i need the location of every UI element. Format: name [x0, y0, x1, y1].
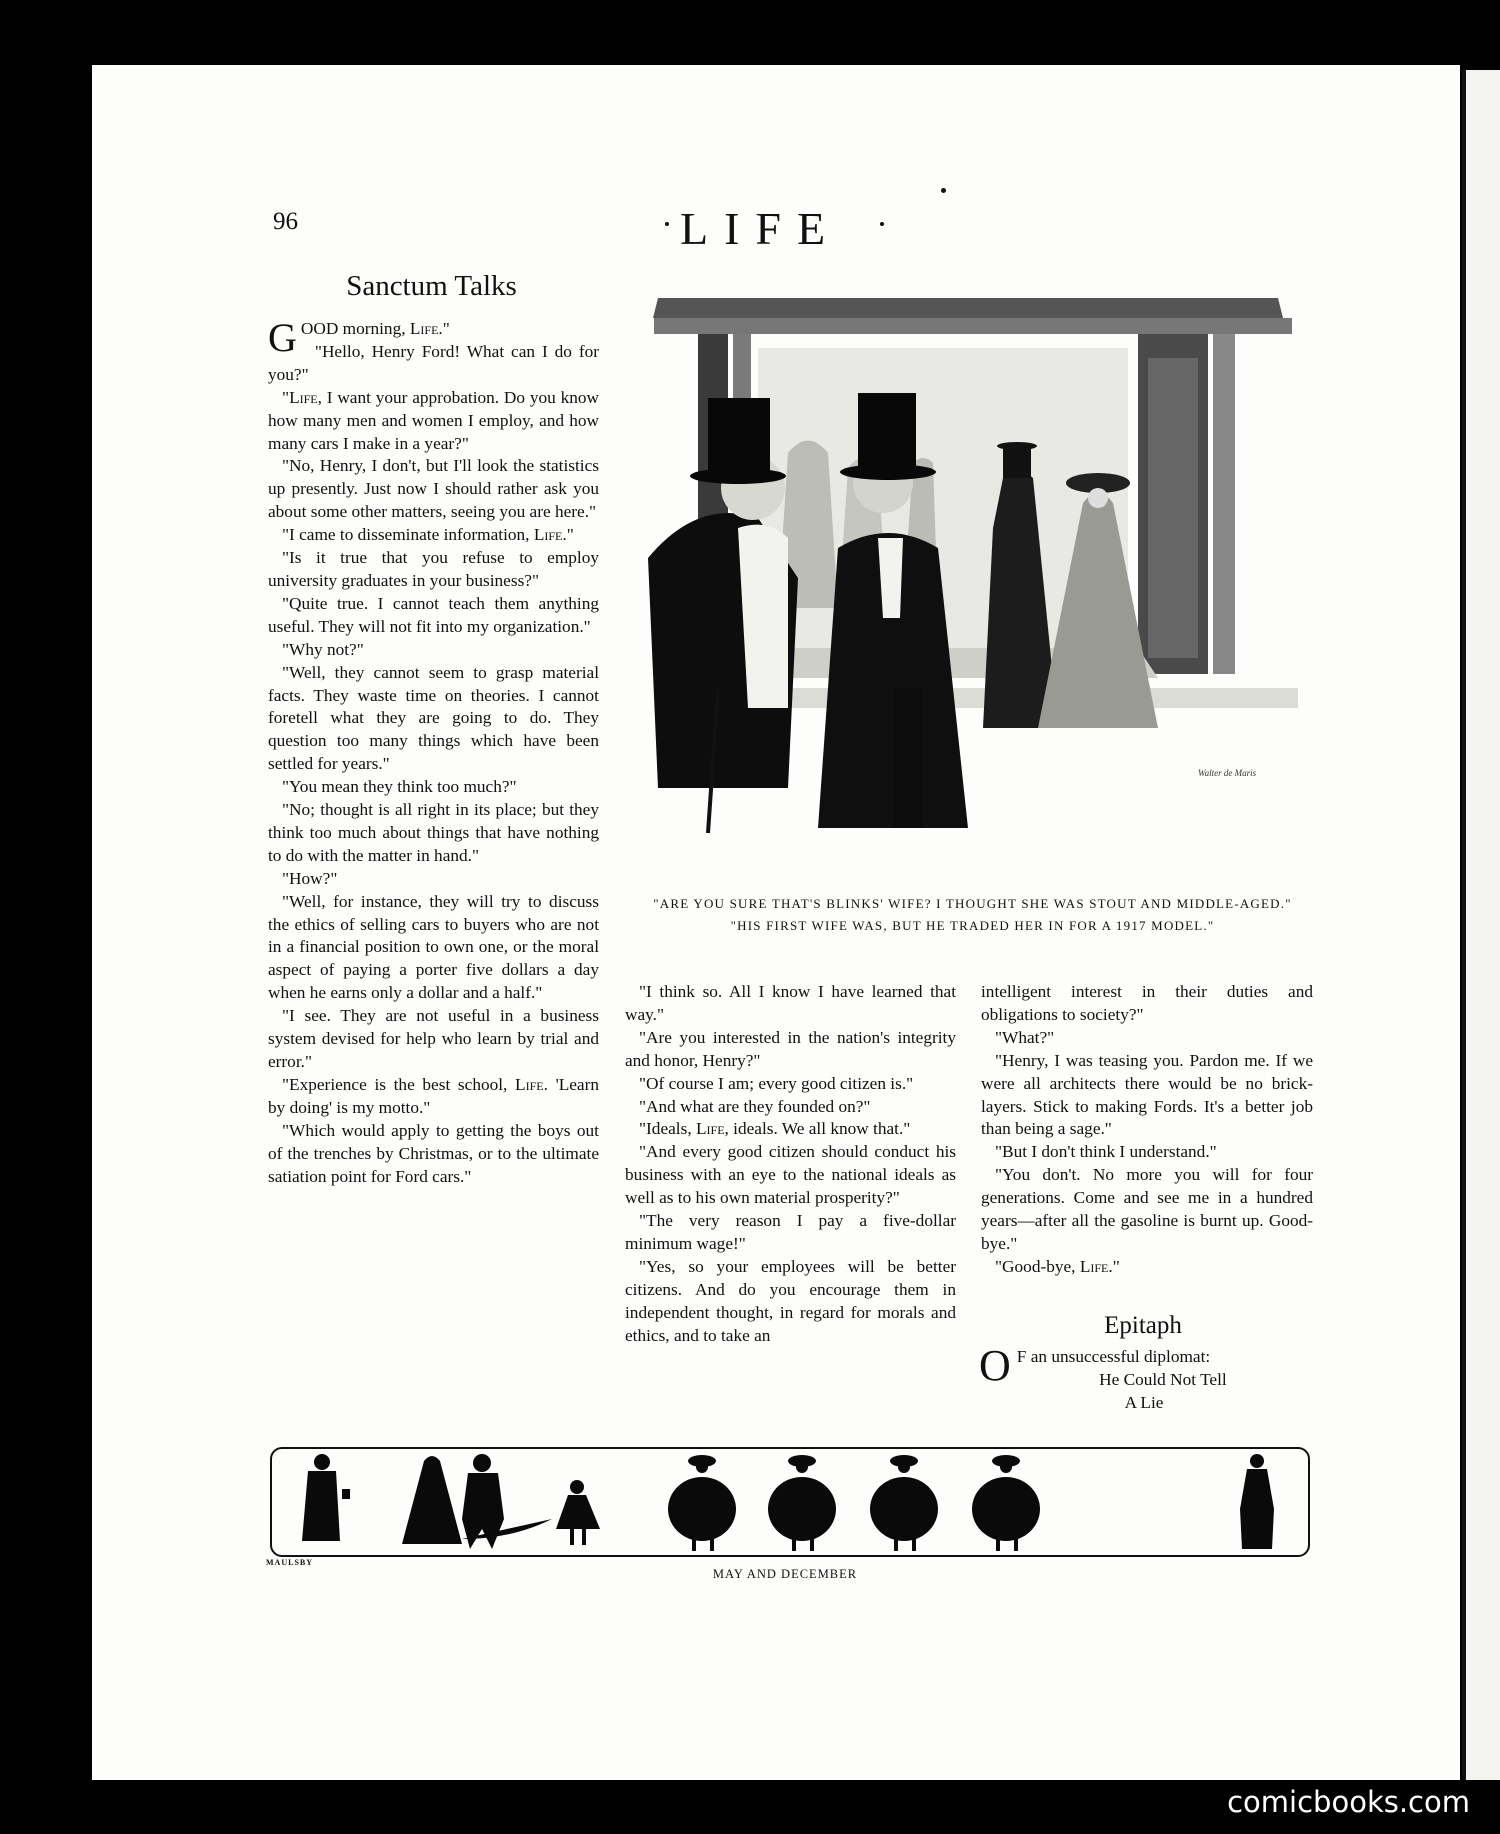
bridesmaid-3 — [870, 1455, 938, 1551]
article-paragraph: "And every good citizen should conduct his business with an eye to the national ideals as well as to his own material prosperity?" — [625, 1142, 956, 1208]
article-paragraph: "No, Henry, I don't, but I'll look the statistics up presently. Just now I should rather ask you about some other matters, seeing you are here." — [268, 456, 599, 522]
paragraph-text: ." — [438, 319, 450, 338]
watermark: comicbooks.com — [1227, 1785, 1470, 1819]
paragraph-text: ." — [1108, 1256, 1120, 1276]
life-smallcaps: Life — [533, 525, 563, 545]
paragraph-text: OOD morning, — [300, 319, 410, 338]
paragraph-text: " — [282, 387, 290, 407]
silhouette-drawing — [272, 1449, 1308, 1555]
article-paragraph: "Quite true. I cannot teach them anything useful. They will not fit into my organization." — [268, 593, 599, 636]
article-paragraph: "But I don't think I understand." — [995, 1142, 1217, 1162]
article-paragraph: "How?" — [282, 868, 338, 888]
paragraph-text: ." — [562, 525, 574, 545]
cartoon-caption — [640, 893, 1305, 937]
life-smallcaps: Life — [695, 1119, 725, 1139]
page-number: 96 — [273, 208, 298, 235]
caption-line-2: "HIS FIRST WIFE WAS, BUT HE TRADED HER IN FOR A 1917 MODEL." — [730, 918, 1215, 933]
article-paragraph: "Are you interested in the nation's integrity and honor, Henry?" — [625, 1027, 956, 1070]
facing-page-edge — [1466, 70, 1500, 1780]
article-paragraph: "The very reason I pay a five-dollar minimum wage!" — [625, 1211, 956, 1253]
silhouette-artist: MAULSBY — [266, 1558, 314, 1567]
article-paragraph — [981, 1256, 1313, 1279]
article-paragraph — [981, 981, 1313, 1027]
article-paragraph: "What?" — [995, 1027, 1055, 1047]
silhouette-strip — [270, 1447, 1310, 1557]
paragraph-text: , I want your approbation. Do you know how many men and women I employ, and how many cars I make in a year?" — [268, 387, 599, 453]
paragraph-text: , ideals. We all know that." — [724, 1119, 911, 1139]
cartoon-drawing — [638, 288, 1307, 858]
article-column-1 — [268, 315, 599, 1188]
drop-cap: G — [268, 315, 297, 360]
masthead: LIFE — [680, 203, 842, 254]
article-paragraph — [268, 315, 599, 360]
silhouette-caption: MAY AND DECEMBER — [712, 1567, 858, 1581]
masthead-dot-right — [880, 222, 884, 226]
paragraph-text: intelligent interest in their duties and obligations to society?" — [981, 982, 1313, 1024]
article-paragraph: "Is it true that you refuse to employ university graduates in your business?" — [268, 548, 599, 590]
epitaph-title: Epitaph — [1104, 1312, 1182, 1339]
article-paragraph: "I think so. All I know I have learned that way." — [625, 982, 956, 1024]
ink-speck — [941, 188, 946, 193]
article-paragraph: "Hello, Henry Ford! What can I do for you?" — [268, 341, 599, 384]
article-paragraph — [625, 1118, 956, 1141]
article-paragraph: "Well, they cannot seem to grasp material facts. They waste time on theories. I cannot foretell what they are going to do. They question too many things which have been settled for years." — [268, 662, 599, 774]
cartoon-illustration — [638, 288, 1307, 858]
masthead-dot-left — [665, 222, 669, 226]
article-column-3 — [981, 981, 1313, 1279]
illustration-signature: Walter de Maris — [1198, 768, 1257, 778]
paragraph-text: "Good-bye, — [995, 1256, 1080, 1276]
article-paragraph: "And what are they founded on?" — [639, 1096, 871, 1116]
life-smallcaps: Life — [1079, 1256, 1109, 1276]
article-paragraph: "Henry, I was teasing you. Pardon me. If we were all architects there would be no brick-layers. Stick to making Fords. It's a better job than being a sage." — [981, 1050, 1313, 1139]
article-paragraph: "Well, for instance, they will try to discuss the ethics of selling cars to buyers who are not in a financial position to own one, or the moral aspect of paying a porter five dollars a day when he earns only a dollar and a half." — [268, 891, 599, 1003]
article-paragraph: "No; thought is all right in its place; but they think too much about things that have nothing to do with the matter in hand." — [268, 800, 599, 865]
article-paragraph — [268, 1074, 599, 1120]
epitaph-line-3: A Lie — [1124, 1393, 1164, 1412]
epitaph-line-2: He Could Not Tell — [1099, 1370, 1227, 1389]
article-title: Sanctum Talks — [346, 270, 517, 302]
article-paragraph — [268, 387, 599, 456]
paragraph-text: "Ideals, — [639, 1119, 696, 1139]
life-smallcaps: Life — [409, 319, 439, 338]
article-paragraph: "I see. They are not useful in a business system devised for help who learn by trial and error." — [268, 1006, 599, 1071]
article-paragraph: "Yes, so your employees will be better citizens. And do you encourage them in independent thought, in regard for morals and ethics, and to take an — [625, 1256, 956, 1345]
article-paragraph: "Of course I am; every good citizen is." — [639, 1073, 914, 1093]
paragraph-text: "Experience is the best school, — [282, 1074, 516, 1094]
life-smallcaps: Life — [289, 387, 318, 407]
article-paragraph: "You mean they think too much?" — [282, 777, 517, 797]
bridesmaid-4 — [972, 1455, 1040, 1551]
bridesmaid-2 — [768, 1455, 836, 1551]
article-paragraph — [268, 524, 599, 547]
epitaph-drop-cap: O — [979, 1341, 1011, 1390]
life-smallcaps: Life — [515, 1074, 544, 1094]
epitaph-line-1: F an unsuccessful diplomat: — [1016, 1347, 1211, 1366]
paragraph-text: . 'Learn by doing' is my motto." — [268, 1074, 599, 1117]
bridesmaid-1 — [668, 1455, 736, 1551]
article-paragraph: "Which would apply to getting the boys out of the trenches by Christmas, or to the ultimate satiation point for Ford cars." — [268, 1120, 599, 1186]
epitaph-text — [979, 1341, 1309, 1414]
caption-line-1: "ARE YOU SURE THAT'S BLINKS' WIFE? I THOUGHT SHE WAS STOUT AND MIDDLE-AGED." — [653, 896, 1292, 911]
article-paragraph: "Why not?" — [282, 639, 364, 659]
article-column-2 — [625, 981, 956, 1348]
paragraph-text: "I came to disseminate information, — [282, 525, 534, 545]
article-paragraph: "You don't. No more you will for four generations. Come and see me in a hundred years—after all the gasoline is burnt up. Good-bye." — [981, 1165, 1313, 1253]
